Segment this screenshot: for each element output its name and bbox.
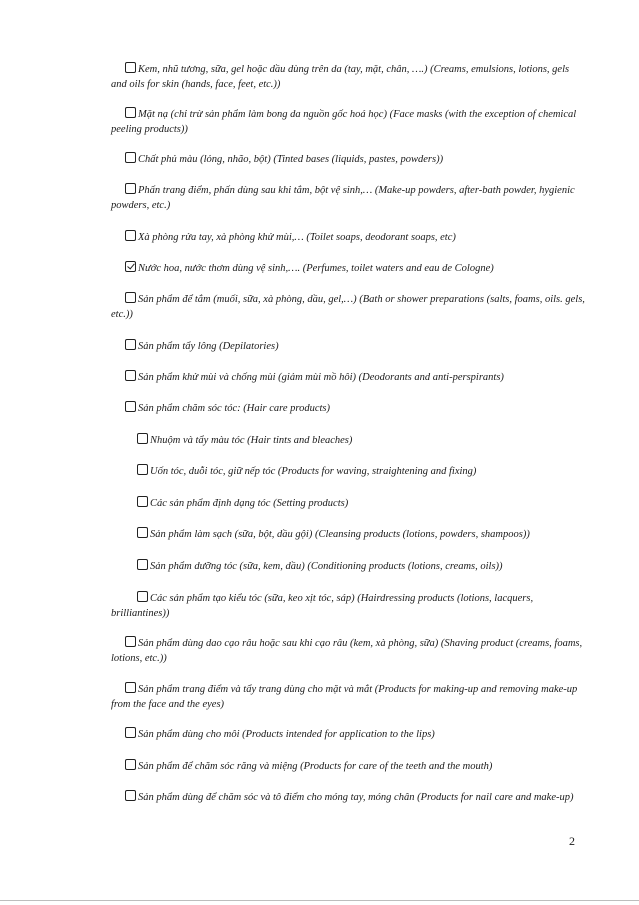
item-perfumes bbox=[111, 261, 585, 276]
item-makeup-powders bbox=[111, 183, 585, 213]
checkbox[interactable] bbox=[125, 107, 136, 118]
checkbox[interactable] bbox=[125, 183, 136, 194]
item-depilatories bbox=[111, 339, 585, 354]
item-text: Sản phẩm dùng để chăm sóc và tô điểm cho móng tay, móng chân (Products for nail care and make-up) bbox=[138, 792, 574, 803]
item-conditioning-products bbox=[111, 559, 585, 574]
checkbox[interactable] bbox=[125, 292, 136, 303]
item-tinted-bases bbox=[111, 152, 585, 167]
checkbox[interactable] bbox=[125, 370, 136, 381]
checkbox[interactable] bbox=[137, 591, 148, 602]
item-text: Mặt nạ (chỉ trừ sản phẩm làm bong da nguồn gốc hoá học) (Face masks (with the exception of chemical peeling products)) bbox=[111, 109, 577, 135]
checkbox[interactable] bbox=[125, 152, 136, 163]
item-text: Các sản phẩm định dạng tóc (Setting products) bbox=[150, 498, 349, 509]
checkbox[interactable] bbox=[137, 559, 148, 570]
item-teeth-mouth bbox=[111, 759, 585, 774]
item-creams bbox=[111, 62, 585, 92]
checkbox[interactable] bbox=[125, 636, 136, 647]
item-text: Phấn trang điểm, phấn dùng sau khi tắm, bột vệ sinh,… (Make-up powders, after-bath powder, hygienic powders, etc.) bbox=[111, 185, 575, 211]
item-makeup-face-eyes bbox=[111, 682, 585, 712]
item-text: Sản phẩm dùng cho môi (Products intended for application to the lips) bbox=[138, 729, 435, 740]
item-text: Sản phẩm trang điểm và tẩy trang dùng cho mặt và mắt (Products for making-up and removing make-up from the face and the eyes) bbox=[111, 684, 578, 710]
checkbox[interactable] bbox=[137, 496, 148, 507]
item-text: Sản phẩm dưỡng tóc (sữa, kem, dầu) (Conditioning products (lotions, creams, oils)) bbox=[150, 561, 503, 572]
checkbox[interactable] bbox=[125, 790, 136, 801]
item-cleansing-products bbox=[111, 527, 585, 542]
checkbox[interactable] bbox=[125, 759, 136, 770]
checkbox[interactable] bbox=[125, 62, 136, 73]
item-deodorants bbox=[111, 370, 585, 385]
item-text: Các sản phẩm tạo kiểu tóc (sữa, keo xịt tóc, sáp) (Hairdressing products (lotions, lacquers, brilliantines)) bbox=[111, 593, 534, 619]
item-hairdressing-products bbox=[111, 591, 585, 621]
item-nail-care bbox=[111, 790, 585, 805]
item-toilet-soaps bbox=[111, 230, 585, 245]
item-bath-preparations bbox=[111, 292, 585, 322]
item-text: Uốn tóc, duỗi tóc, giữ nếp tóc (Products for waving, straightening and fixing) bbox=[150, 466, 477, 477]
page-number: 2 bbox=[569, 834, 575, 848]
item-text: Sản phẩm tẩy lông (Depilatories) bbox=[138, 341, 279, 352]
item-shaving-products bbox=[111, 636, 585, 666]
item-hair-tints bbox=[111, 433, 585, 448]
item-hair-care bbox=[111, 401, 585, 416]
item-setting-products bbox=[111, 496, 585, 511]
item-text: Sản phẩm làm sạch (sữa, bột, dầu gội) (Cleansing products (lotions, powders, shampoos)) bbox=[150, 529, 530, 540]
checkbox[interactable] bbox=[137, 527, 148, 538]
item-lip-products bbox=[111, 727, 585, 742]
item-text: Sản phẩm dùng dao cạo râu hoặc sau khi cạo râu (kem, xà phòng, sữa) (Shaving product (creams, foams, lotions, etc.)) bbox=[111, 638, 583, 664]
checkbox[interactable] bbox=[137, 464, 148, 475]
checkbox[interactable] bbox=[125, 339, 136, 350]
item-text: Nhuộm và tẩy màu tóc (Hair tints and bleaches) bbox=[150, 435, 353, 446]
item-hair-waving bbox=[111, 464, 585, 479]
item-text: Nước hoa, nước thơm dùng vệ sinh,…. (Perfumes, toilet waters and eau de Cologne) bbox=[138, 263, 494, 274]
page-bottom-divider bbox=[0, 900, 639, 901]
item-face-masks bbox=[111, 107, 585, 137]
item-text: Chất phủ màu (lỏng, nhão, bột) (Tinted bases (liquids, pastes, powders)) bbox=[138, 154, 444, 165]
item-text: Sản phẩm để chăm sóc răng và miệng (Products for care of the teeth and the mouth) bbox=[138, 761, 493, 772]
item-text: Xà phòng rửa tay, xà phòng khử mùi,… (Toilet soaps, deodorant soaps, etc) bbox=[138, 232, 456, 243]
item-text: Sản phẩm khử mùi và chống mùi (giảm mùi mồ hôi) (Deodorants and anti-perspirants) bbox=[138, 372, 504, 383]
checkbox[interactable] bbox=[125, 230, 136, 241]
checkbox[interactable] bbox=[125, 682, 136, 693]
item-text: Sản phẩm chăm sóc tóc: (Hair care products) bbox=[138, 403, 330, 414]
checkbox[interactable] bbox=[137, 433, 148, 444]
item-text: Sản phẩm để tắm (muối, sữa, xà phòng, dầu, gel,…) (Bath or shower preparations (salts, foams, oils. gels, etc.)) bbox=[111, 294, 585, 320]
checkbox-checked[interactable] bbox=[125, 261, 136, 272]
checkbox[interactable] bbox=[125, 727, 136, 738]
checkbox[interactable] bbox=[125, 401, 136, 412]
item-text: Kem, nhũ tương, sữa, gel hoặc dầu dùng trên da (tay, mặt, chân, ….) (Creams, emulsions, lotions, gels and oils for skin (hands, face, feet, etc.)) bbox=[111, 64, 570, 90]
